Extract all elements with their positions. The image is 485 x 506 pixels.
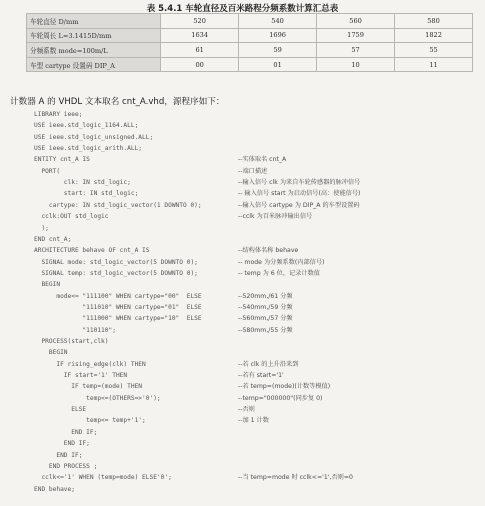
code-comment: --输入信号 clk 为来自车轮传感器的脉冲信号 (238, 179, 361, 187)
code-line: USE ieee.std_logic_arith.ALL; (34, 145, 143, 153)
code-comment: --540mm,/59 分频 (238, 303, 293, 311)
code-line: IF temp=(mode) THEN (34, 383, 143, 391)
code-line: BEGIN (34, 281, 61, 289)
code-line: END behave; (34, 485, 75, 493)
code-line: cclk<='1' WHEN (temp=mode) ELSE'0'; (34, 474, 172, 482)
code-line: ARCHITECTURE behave OF cnt_A IS (34, 247, 150, 255)
table-cell: 580 (395, 14, 473, 29)
row-label: 分频系数 mode=100m/L (27, 43, 161, 58)
code-line: END IF; (34, 440, 90, 448)
code-line: clk: IN std_logic; (34, 179, 131, 187)
code-comment: --输入信号 cartype 为 DIP_A 的车型设置码 (238, 201, 360, 209)
code-comment: --否则 (238, 406, 255, 414)
code-line: USE ieee.std_logic_1164.ALL; (34, 122, 139, 130)
intro-text: 计数器 A 的 VHDL 文本取名 cnt_A.vhd，源程序如下： (10, 97, 225, 107)
code-line: LIBRARY ieee; (34, 111, 83, 118)
code-line: ); (34, 224, 49, 232)
code-line: IF rising_edge(clk) THEN (34, 360, 146, 368)
table-cell: 1822 (395, 28, 473, 43)
code-line: ELSE (34, 406, 87, 414)
code-line: "110110"; (34, 326, 116, 334)
code-line: PORT( (34, 167, 61, 175)
table-row (27, 28, 473, 43)
code-line: cartype: IN std_logic_vector(1 DOWNTO 0); (34, 201, 202, 209)
code-line: cclk:OUT std_logic (34, 213, 109, 221)
table-cell: 55 (395, 43, 473, 58)
code-line: start: IN std_logic; (34, 190, 139, 198)
code-line: END IF; (34, 428, 98, 436)
code-line: mode<= "111100" WHEN cartype="00" ELSE (34, 292, 202, 300)
code-comment: -- mode 为分频系数(内部信号) (238, 258, 325, 266)
code-comment: --当 temp=mode 时 cclk<='1',否则=0 (238, 474, 353, 482)
code-comment: --若 temp=(mode)(计数等模值) (238, 383, 331, 391)
table-row (27, 14, 473, 29)
code-line: USE ieee.std_logic_unsigned.ALL; (34, 133, 154, 141)
code-line: END PROCESS ; (34, 462, 98, 470)
code-line: SIGNAL temp: std_logic_vector(5 DOWNTO 0); (34, 269, 198, 277)
table-row (27, 57, 473, 72)
code-comment: --实体取名 cnt_A (238, 156, 287, 164)
table-cell: 1696 (239, 28, 317, 43)
table-row (27, 43, 473, 58)
summary-table (26, 13, 473, 72)
table-cell: 01 (239, 57, 317, 72)
table-caption: 表 5.4.1 车轮直径及百米路程分频系数计算汇总表 (146, 4, 339, 14)
table-cell: 00 (161, 57, 239, 72)
code-line: PROCESS(start,clk) (34, 338, 109, 345)
code-line: SIGNAL mode: std_logic_vector(5 DOWNTO 0); (34, 258, 198, 266)
code-line: END cnt_A; (34, 235, 72, 243)
code-comment: --若有 start='1' (238, 372, 284, 380)
code-comment: --加 1 计数 (238, 417, 269, 425)
code-comment: --520mm,/61 分频 (238, 292, 293, 300)
code-line: END IF; (34, 451, 83, 459)
table-cell: 10 (317, 57, 395, 72)
table-cell: 1634 (161, 28, 239, 43)
code-comment: -- 输入信号 start 为启动信号(高：使能信号) (238, 190, 361, 198)
code-comment: --580mm,/55 分频 (238, 326, 293, 334)
table-cell: 520 (161, 14, 239, 29)
code-comment: --若 clk 的上升沿来到 (238, 360, 299, 368)
row-label: 车型 cartype 设置码 DIP_A (27, 57, 161, 72)
code-comment: --结构体名称 behave (238, 247, 299, 255)
code-comment: --temp="000000"(同步复 0) (238, 394, 323, 402)
table-cell: 540 (239, 14, 317, 29)
code-comment: --560mm,/57 分频 (238, 315, 293, 323)
code-line: temp<=(OTHERS=>'0'); (34, 394, 161, 402)
table-cell: 59 (239, 43, 317, 58)
code-line: BEGIN (34, 349, 68, 357)
code-line: ENTITY cnt_A IS (34, 156, 90, 164)
code-line: temp<= temp+'1'; (34, 417, 146, 425)
table-cell: 1759 (317, 28, 395, 43)
code-comment: --cclk 为百米脉冲输出信号 (238, 213, 313, 221)
table-cell: 61 (161, 43, 239, 58)
table-cell: 57 (317, 43, 395, 58)
table-cell: 11 (395, 57, 473, 72)
code-line: "111010" WHEN cartype="01" ELSE (34, 303, 202, 311)
code-comment: -- temp 为 6 位，记录计数值 (238, 269, 320, 277)
row-label: 车轮直径 D/mm (27, 14, 161, 29)
row-label: 车轮周长 L=3.1415D/mm (27, 28, 161, 43)
code-line: "111000" WHEN cartype="10" ELSE (34, 315, 202, 323)
code-comment: --端口描述 (238, 167, 268, 175)
code-line: IF start='1' THEN (34, 372, 128, 380)
table-cell: 560 (317, 14, 395, 29)
